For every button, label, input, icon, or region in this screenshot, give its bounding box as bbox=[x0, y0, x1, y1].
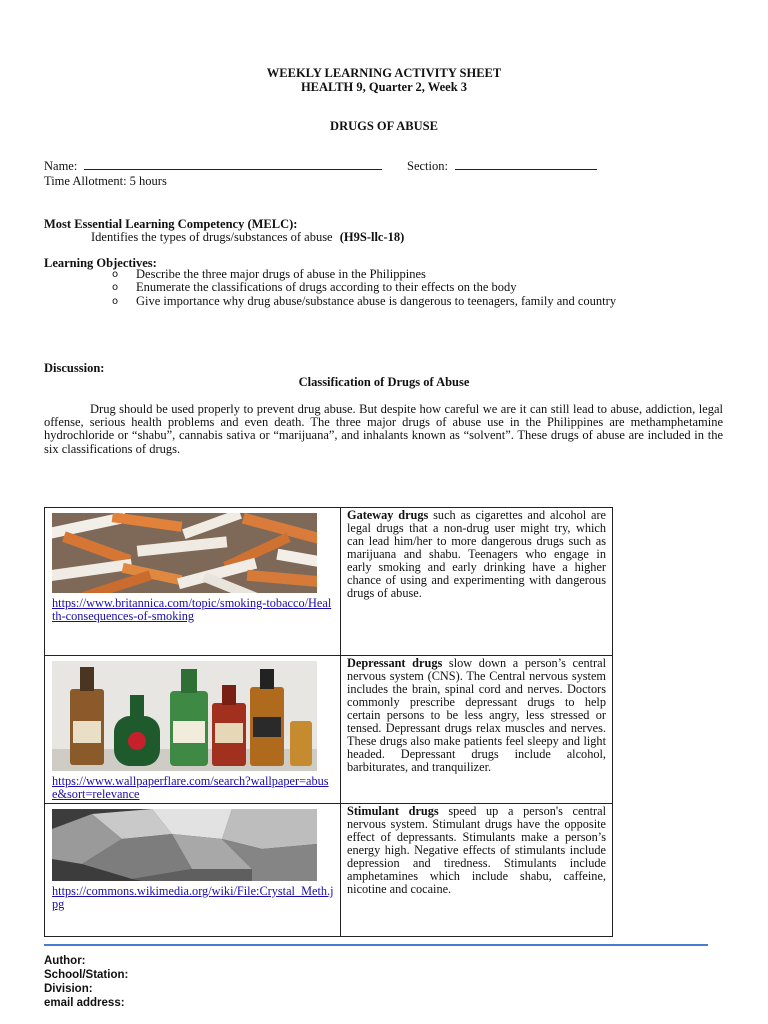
sheet-title-line2: HEALTH 9, Quarter 2, Week 3 bbox=[300, 80, 468, 94]
bottles-image bbox=[52, 661, 317, 771]
name-label: Name: bbox=[44, 159, 78, 173]
bullet-icon: o bbox=[112, 282, 119, 294]
name-blank bbox=[84, 158, 382, 170]
discussion-heading: Discussion: bbox=[44, 361, 105, 375]
footer-email: email address: bbox=[44, 997, 125, 1009]
list-item: o Describe the three major drugs of abuse in the Philippines bbox=[112, 267, 426, 281]
image-cell bbox=[45, 804, 341, 937]
section-label: Section: bbox=[407, 159, 448, 173]
section-row bbox=[407, 158, 597, 173]
image-cell bbox=[45, 656, 341, 804]
objectives-list bbox=[112, 268, 712, 308]
description-cell: Depressant drugs slow down a person’s central nervous system (CNS). The Central nervous system includes the brain, spinal cord and nerves. Doctors commonly prescribe depressant drugs to help certain persons to be less angry, less stressed or tensed. Depressant drugs relax muscles and nerves. These drugs also make patients feel sleepy and light headed. Depressant drugs include alcohol, barbiturates, and tranquilizer. bbox=[341, 656, 613, 804]
crystal-meth-image bbox=[52, 809, 317, 881]
drug-classification-table bbox=[44, 507, 613, 937]
footer-author: Author: bbox=[44, 955, 86, 967]
term-gateway: Gateway drugs bbox=[347, 508, 429, 522]
source-link-wikimedia[interactable]: https://commons.wikimedia.org/wiki/File:Crystal_Meth.jpg bbox=[52, 884, 334, 911]
term-depressant: Depressant drugs bbox=[347, 656, 443, 670]
sheet-title-line1: WEEKLY LEARNING ACTIVITY SHEET bbox=[266, 66, 502, 80]
source-link-britannica[interactable]: https://www.britannica.com/topic/smoking-tobacco/Health-consequences-of-smoking bbox=[52, 596, 332, 623]
footer-division: Division: bbox=[44, 983, 93, 995]
footer-school: School/Station: bbox=[44, 969, 129, 981]
name-row bbox=[44, 158, 382, 173]
crystal-photo-icon bbox=[52, 809, 317, 881]
description-cell: Stimulant drugs speed up a person's central nervous system. Stimulant drugs have the opposite effect of depressants. Stimulants make a person’s energy high. Negative effects of stimulants include depression and tiredness. Stimulants include amphetamines which include shabu, caffeine, nicotine and cocaine. bbox=[341, 804, 613, 937]
bullet-icon: o bbox=[112, 269, 119, 280]
table-row bbox=[45, 656, 613, 804]
time-allotment: Time Allotment: 5 hours bbox=[44, 174, 167, 188]
term-stimulant: Stimulant drugs bbox=[347, 804, 439, 818]
table-row bbox=[45, 508, 613, 656]
image-cell bbox=[45, 508, 341, 656]
liquor-bottles-photo-icon bbox=[52, 661, 317, 771]
cigarettes-image bbox=[52, 513, 317, 593]
source-link-wallpaperflare[interactable]: https://www.wallpaperflare.com/search?wallpaper=abuse&sort=relevance bbox=[52, 774, 329, 801]
footer-divider bbox=[44, 944, 708, 946]
list-item: o Give importance why drug abuse/substance abuse is dangerous to teenagers, family and country bbox=[112, 293, 617, 308]
list-item: o Enumerate the classifications of drugs according to their effects on the body bbox=[112, 280, 517, 295]
topic-title: DRUGS OF ABUSE bbox=[330, 119, 438, 133]
discussion-paragraph: Drug should be used properly to prevent drug abuse. But despite how careful we are it can still lead to abuse, addiction, legal offense, serious health problems and even death. The three major drugs of abuse use in the Philippines are methamphetamine hydrochloride or “shabu”, cannabis sativa or “marijuana”, and inhalants known as “solvent”. These drugs of abuse are included in the six classifications of drugs. bbox=[44, 402, 723, 456]
melc-heading: Most Essential Learning Competency (MELC): bbox=[44, 217, 298, 231]
melc-text: Identifies the types of drugs/substances of abuse bbox=[91, 230, 333, 244]
melc-code: (H9S-llc-18) bbox=[339, 230, 405, 244]
cigarettes-photo-icon bbox=[52, 513, 317, 593]
section-blank bbox=[455, 158, 597, 170]
discussion-subheading: Classification of Drugs of Abuse bbox=[298, 375, 470, 389]
table-row bbox=[45, 804, 613, 937]
bullet-icon: o bbox=[112, 295, 119, 307]
objectives-heading: Learning Objectives: bbox=[44, 256, 157, 270]
melc-text-row bbox=[91, 230, 404, 244]
description-cell: Gateway drugs such as cigarettes and alcohol are legal drugs that a non-drug user might try, which can lead him/her to more dangerous drugs such as marijuana and shabu. Teenagers who engage in early smoking and early drinking have a higher chance of using and experimenting with dangerous drugs of abuse. bbox=[341, 508, 613, 656]
